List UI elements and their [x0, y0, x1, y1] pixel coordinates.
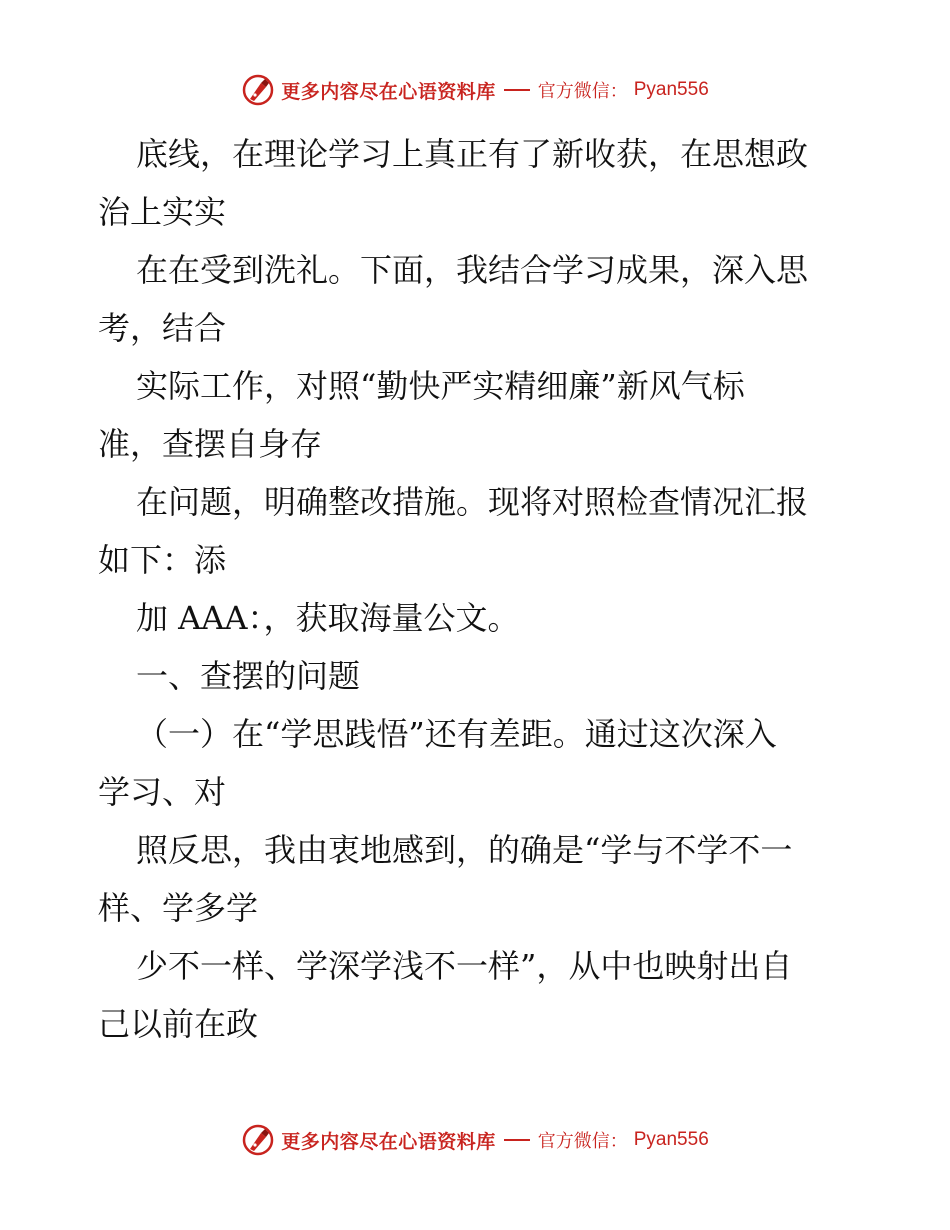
body-line: 如下：添 — [98, 541, 227, 579]
section-heading: 一、查摆的问题 — [136, 657, 361, 695]
body-line: （一）在“学思践悟”还有差距。通过这次深入 — [136, 715, 777, 753]
body-line: 底线，在理论学习上真正有了新收获，在思想政 — [136, 135, 809, 173]
watermark-wechat-id: Pyan556 — [633, 79, 709, 100]
body-line: 己以前在政 — [98, 1005, 259, 1043]
footer-watermark — [0, 1120, 950, 1160]
pen-nib-logo-icon — [241, 73, 275, 107]
body-line: 考，结合 — [98, 309, 227, 347]
watermark-brand: 更多内容尽在心语资料库 — [281, 80, 496, 103]
body-line: 实际工作，对照“勤快严实精细廉”新风气标 — [136, 367, 745, 405]
watermark-wechat-id: Pyan556 — [633, 1129, 709, 1150]
watermark-dash — [504, 1139, 530, 1141]
body-line: 准，查摆自身存 — [98, 425, 323, 463]
body-line: 在问题，明确整改措施。现将对照检查情况汇报 — [136, 483, 809, 521]
watermark-label: 官方微信： — [537, 1131, 628, 1152]
document-body — [98, 125, 868, 1053]
watermark-label: 官方微信： — [537, 81, 628, 102]
pen-nib-logo-icon — [241, 1123, 275, 1157]
header-watermark — [0, 70, 950, 110]
body-line: 在在受到洗礼。下面，我结合学习成果，深入思 — [136, 251, 809, 289]
watermark-dash — [504, 89, 530, 91]
watermark-group — [241, 73, 709, 107]
body-line: 学习、对 — [98, 773, 227, 811]
body-line: 加 AAA：，获取海量公文。 — [136, 599, 520, 637]
body-line: 照反思，我由衷地感到，的确是“学与不学不一 — [136, 831, 793, 869]
watermark-group — [241, 1123, 709, 1157]
body-line: 少不一样、学深学浅不一样”，从中也映射出自 — [136, 947, 793, 985]
body-line: 样、学多学 — [98, 889, 259, 927]
body-line: 治上实实 — [98, 193, 227, 231]
watermark-brand: 更多内容尽在心语资料库 — [281, 1130, 496, 1153]
